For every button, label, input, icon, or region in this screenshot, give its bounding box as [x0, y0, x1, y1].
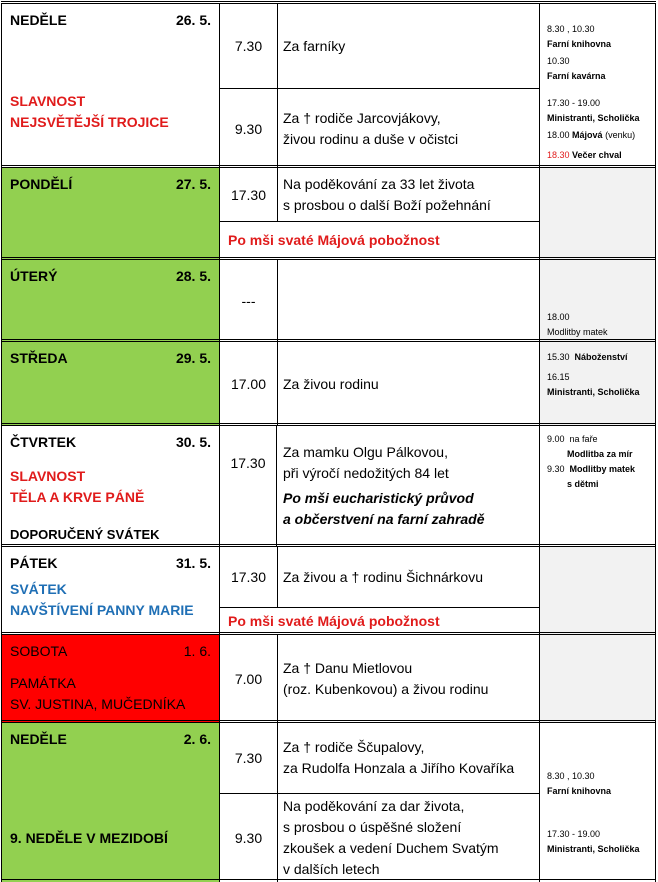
mass-entry: [220, 723, 539, 793]
mass-entry: [220, 260, 539, 342]
mass-cell: [220, 342, 539, 426]
activity: [547, 370, 640, 400]
intention-line: při výročí nedožitých 84 let: [283, 465, 449, 481]
intention-line: Na poděkování za 33 let života: [283, 175, 475, 192]
day-row-saturday: [1, 632, 656, 723]
intention-line: za Rudolfa Honzala a Jiřího Kovaříka: [283, 760, 515, 776]
day-row-monday: [1, 165, 656, 260]
mass-entry: [220, 4, 539, 88]
separator: [220, 607, 539, 608]
activity-label: Modlitba za mír: [567, 449, 633, 459]
activity-label: Ministranti, Scholička: [547, 113, 640, 123]
day-date: 2. 6.: [183, 731, 211, 747]
day-row-wednesday: [1, 339, 656, 426]
activity-time: 10.30: [547, 56, 570, 66]
activity: [547, 96, 640, 126]
activity-label: Farní knihovna: [547, 39, 612, 49]
procession-note: a občerstvení na farní zahradě: [283, 511, 485, 527]
day-date: 29. 5.: [175, 350, 211, 366]
mass-intention: [277, 635, 539, 723]
activity: [547, 462, 635, 492]
mass-time: ---: [220, 260, 278, 342]
day-name: SOBOTA: [10, 643, 68, 659]
day-row-tuesday: [1, 257, 656, 342]
mass-time: 7.00: [220, 635, 278, 723]
day-date: 1. 6.: [183, 643, 211, 659]
mass-time: 7.30: [220, 4, 278, 88]
activity: [547, 22, 611, 52]
activities-cell: [539, 4, 656, 168]
mass-entry: [220, 426, 539, 547]
mass-time: 9.30: [220, 89, 278, 168]
mass-time: 7.30: [220, 723, 278, 793]
mass-entry: [220, 89, 539, 168]
mass-cell: [220, 168, 539, 260]
table-bottom-border: [1, 879, 656, 880]
day-name: ÚTERÝ: [10, 268, 58, 284]
activity-time: 8.30 , 10.30: [547, 24, 595, 34]
day-cell: [1, 723, 220, 882]
day-date: 28. 5.: [175, 268, 211, 284]
intention-line: Za farníky: [283, 37, 346, 54]
feast-line: SLAVNOST: [10, 468, 86, 484]
feast-text: [10, 828, 168, 849]
activity-label: Modlitby matek: [547, 327, 608, 337]
intention-line: Za mamku Olgu Pálkovou,: [283, 444, 448, 460]
activity-label: Náboženství: [574, 352, 628, 362]
activity-label: Ministranti, Scholička: [547, 844, 640, 854]
intention-line: v dalších letech: [283, 861, 380, 877]
activities-cell: [539, 426, 656, 547]
mass-cell: [220, 426, 539, 547]
mass-intention: [277, 89, 539, 168]
activity-time: 18.30: [547, 150, 570, 160]
day-date: 31. 5.: [175, 555, 211, 571]
intention-line: Za živou rodinu: [283, 375, 379, 392]
intention-line: s prosbou o úspěšné složení: [283, 819, 462, 835]
activities-cell: [539, 547, 656, 635]
mass-cell: [220, 723, 539, 882]
activity: [547, 769, 611, 799]
day-row-sunday-2: [1, 720, 656, 882]
activity: [547, 128, 635, 143]
feast-text: [10, 579, 194, 621]
activity-time: 9.00: [547, 434, 565, 444]
day-row-friday: [1, 544, 656, 635]
separator: [220, 221, 539, 222]
activity-time: 18.00: [547, 130, 570, 140]
intention-line: Za † rodiče Ščupalovy,: [283, 739, 425, 755]
activities-cell: [539, 342, 656, 426]
feast-subnote: DOPORUČENÝ SVÁTEK: [10, 527, 160, 542]
day-date: 26. 5.: [175, 12, 211, 28]
day-row-sunday-26: [1, 1, 656, 168]
feast-line: SLAVNOST: [10, 93, 86, 109]
activity: [547, 148, 622, 163]
feast-line: TĚLA A KRVE PÁNĚ: [10, 489, 145, 505]
intention-line: s prosbou o další Boží požehnání: [283, 196, 491, 213]
feast-line: PAMÁTKA: [10, 675, 76, 691]
activity-label: Večer chval: [572, 150, 622, 160]
activity-time: 17.30 - 19.00: [547, 829, 601, 839]
day-name: NEDĚLE: [10, 12, 67, 28]
activity-label: Farní kavárna: [547, 71, 606, 81]
activity-label: Májová: [572, 130, 603, 140]
day-cell: [1, 342, 220, 426]
mass-note: Po mši svaté Májová pobožnost: [228, 613, 440, 629]
activity: [547, 310, 608, 340]
activities-cell: [539, 260, 656, 342]
day-cell: [1, 260, 220, 342]
feast-line: SVÁTEK: [10, 581, 67, 597]
schedule-table: [1, 1, 656, 880]
mass-entry: [220, 547, 539, 607]
mass-cell: [220, 4, 539, 168]
day-cell: [1, 547, 220, 635]
activity-time: 18.00: [547, 312, 570, 322]
intention-line: Za živou a † rodinu Šichnárkovu: [283, 568, 483, 585]
activities-cell: [539, 635, 656, 723]
mass-intention: [277, 342, 539, 426]
feast-text: [10, 91, 169, 133]
day-cell: [1, 4, 220, 168]
day-name: PÁTEK: [10, 555, 58, 571]
mass-intention: [277, 426, 539, 547]
intention-line: Za † rodiče Jarcovjákovy,: [283, 109, 441, 126]
intention-line: Za † Danu Mietlovou: [283, 660, 413, 676]
activity-time: 16.15: [547, 372, 570, 382]
day-name: PONDĚLÍ: [10, 176, 73, 192]
day-cell: [1, 635, 220, 723]
day-row-thursday: [1, 423, 656, 547]
procession-note: Po mši eucharistický průvod: [283, 490, 474, 506]
intention-line: (roz. Kubenkovou) a živou rodinu: [283, 681, 489, 697]
activity-place: na faře: [569, 434, 598, 444]
mass-intention: [277, 168, 539, 221]
activity-time: 17.30 - 19.00: [547, 98, 601, 108]
day-date: 27. 5.: [175, 176, 211, 192]
mass-cell: [220, 635, 539, 723]
mass-entry: [220, 342, 539, 426]
intention-line: zkoušek a vedení Duchem Svatým: [283, 840, 499, 856]
activity-time: 9.30: [547, 464, 565, 474]
feast-text: [10, 673, 185, 715]
activity-time: 15.30: [547, 352, 570, 362]
activity: [547, 827, 640, 857]
mass-intention: [277, 260, 539, 342]
day-cell: [1, 426, 220, 547]
activities-cell: [539, 168, 656, 260]
intention-line: Na poděkování za dar života,: [283, 798, 465, 814]
day-date: 30. 5.: [175, 434, 211, 450]
mass-cell: [220, 260, 539, 342]
activity-time: 8.30 , 10.30: [547, 771, 595, 781]
activities-cell: [539, 723, 656, 882]
activity-label: Modlitby matek: [569, 464, 636, 474]
day-name: NEDĚLE: [10, 731, 67, 747]
feast-text: [10, 466, 144, 508]
mass-intention: [277, 794, 539, 882]
activity-label: s dětmi: [567, 479, 599, 489]
day-name: STŘEDA: [10, 350, 68, 366]
mass-cell: [220, 547, 539, 635]
mass-time: 17.30: [220, 168, 278, 221]
feast-line: NEJSVĚTĚJŠÍ TROJICE: [10, 114, 169, 130]
feast-line: SV. JUSTINA, MUČEDNÍKA: [10, 696, 186, 712]
activity: [547, 350, 628, 365]
mass-entry: [220, 794, 539, 882]
mass-entry: [220, 168, 539, 221]
mass-time: 9.30: [220, 794, 278, 882]
activity: [547, 432, 633, 462]
activity: [547, 54, 606, 84]
activity-suffix: (venku): [605, 130, 636, 140]
mass-intention: [277, 547, 539, 607]
day-name: ČTVRTEK: [10, 434, 77, 450]
mass-time: 17.30: [220, 547, 278, 607]
intention-line: živou rodinu a duše v očistci: [283, 130, 459, 147]
mass-intention: [277, 4, 539, 88]
mass-note: Po mši svaté Májová pobožnost: [228, 232, 440, 248]
feast-line: NAVŠTÍVENÍ PANNY MARIE: [10, 602, 194, 618]
mass-intention: [277, 723, 539, 793]
feast-line: 9. NEDĚLE V MEZIDOBÍ: [10, 830, 168, 846]
mass-entry: [220, 635, 539, 723]
mass-time: 17.30: [220, 426, 277, 547]
day-cell: [1, 168, 220, 260]
activity-label: Farní knihovna: [547, 786, 612, 796]
activity-label: Ministranti, Scholička: [547, 387, 640, 397]
mass-time: 17.00: [220, 342, 278, 426]
